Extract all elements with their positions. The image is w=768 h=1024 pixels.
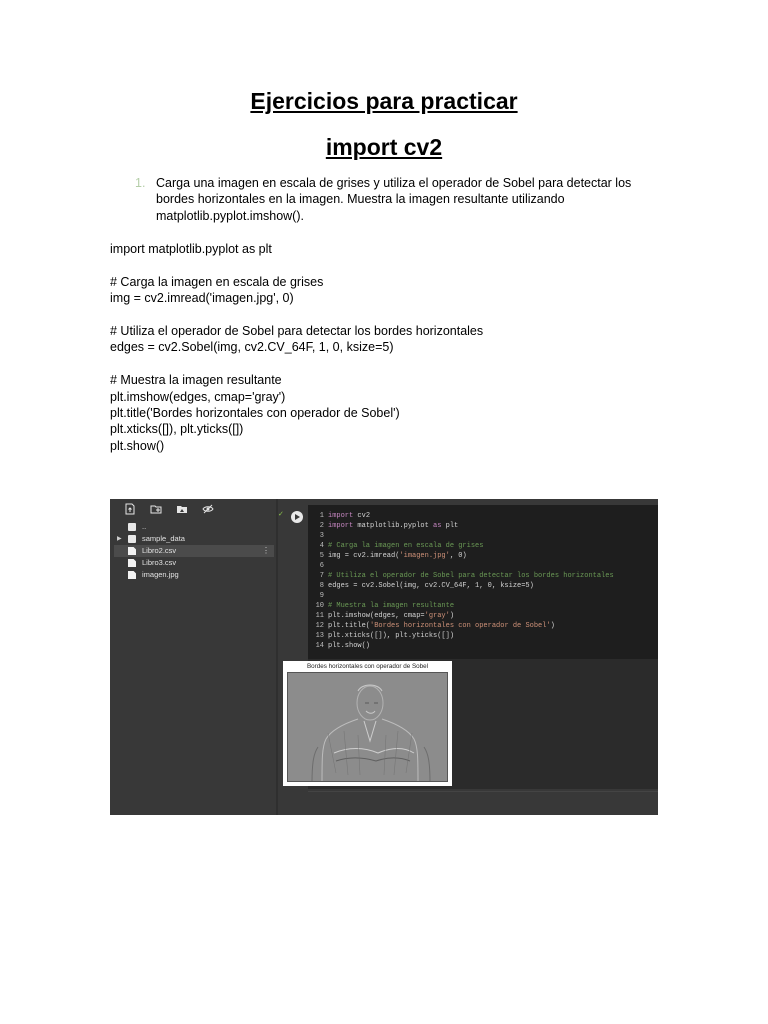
cell-code-line: 10 # Muestra la imagen resultante bbox=[315, 602, 455, 610]
code-line: # Carga la imagen en escala de grises bbox=[110, 274, 324, 289]
code-line: img = cv2.imread('imagen.jpg', 0) bbox=[110, 291, 294, 306]
cell-code-line: 5 img = cv2.imread('imagen.jpg', 0) bbox=[319, 552, 467, 560]
figure-title: Bordes horizontales con operador de Sobel bbox=[306, 663, 429, 670]
file-icon bbox=[128, 559, 136, 567]
cell-code-line: 4 # Carga la imagen en escala de grises bbox=[319, 542, 484, 550]
code-line: # Muestra la imagen resultante bbox=[110, 373, 282, 388]
cell-code-line: 2 import matplotlib.pyplot as plt bbox=[319, 522, 459, 530]
sobel-output-image bbox=[287, 672, 448, 782]
code-line: edges = cv2.Sobel(img, cv2.CV_64F, 1, 0, ksize=5) bbox=[110, 340, 394, 355]
mount-drive-icon[interactable] bbox=[176, 503, 188, 515]
file-item[interactable] bbox=[114, 533, 274, 545]
file-name: .. bbox=[142, 522, 147, 531]
code-line: plt.xticks([]), plt.yticks([]) bbox=[110, 422, 244, 437]
file-icon bbox=[128, 547, 136, 555]
file-item[interactable] bbox=[114, 521, 274, 533]
cell-code-line: 9 bbox=[319, 592, 324, 600]
file-name: imagen.jpg bbox=[142, 570, 179, 579]
executed-check-icon: ✓ bbox=[278, 511, 284, 518]
colab-screenshot bbox=[110, 499, 658, 815]
file-item[interactable] bbox=[114, 557, 274, 569]
file-name: sample_data bbox=[142, 534, 185, 543]
folder-icon bbox=[128, 523, 136, 531]
code-line bbox=[110, 356, 483, 372]
code-line: import matplotlib.pyplot as plt bbox=[110, 242, 272, 256]
cell-separator bbox=[308, 791, 658, 792]
hide-files-icon[interactable] bbox=[202, 503, 214, 515]
file-browser-sidebar bbox=[110, 499, 276, 815]
code-line: plt.title('Bordes horizontales con operador de Sobel') bbox=[110, 405, 400, 420]
file-icon bbox=[128, 571, 136, 579]
file-toolbar bbox=[124, 503, 214, 521]
upload-file-icon[interactable] bbox=[124, 503, 136, 515]
document-code-block bbox=[110, 241, 483, 454]
new-folder-icon[interactable] bbox=[150, 503, 162, 515]
file-item[interactable] bbox=[114, 569, 274, 581]
code-cell[interactable] bbox=[308, 505, 658, 660]
exercise-number: 1. bbox=[135, 176, 146, 190]
file-name: Libro2.csv bbox=[142, 546, 177, 555]
document-subtitle: import cv2 bbox=[325, 134, 443, 160]
cell-code-line: 13 plt.xticks([]), plt.yticks([]) bbox=[315, 632, 455, 640]
cell-code-line: 14 plt.show() bbox=[315, 642, 371, 650]
exercise-text: Carga una imagen en escala de grises y utiliza el operador de Sobel para detectar los bordes horizontales en la imagen. Muestra la imagen resultante utilizando matplotlib.pyplot.imshow(). bbox=[156, 176, 632, 223]
file-name: Libro3.csv bbox=[142, 558, 177, 567]
cell-code[interactable] bbox=[314, 511, 614, 651]
code-line bbox=[110, 257, 483, 273]
output-figure bbox=[283, 661, 452, 786]
more-options-icon[interactable]: ⋮ bbox=[262, 546, 270, 555]
document-title: Ejercicios para practicar bbox=[250, 88, 518, 114]
code-line: plt.show() bbox=[110, 438, 165, 453]
code-line: # Utiliza el operador de Sobel para detectar los bordes horizontales bbox=[110, 323, 484, 338]
run-cell-button[interactable] bbox=[291, 511, 303, 523]
cell-code-line: 8 edges = cv2.Sobel(img, cv2.CV_64F, 1, 0, ksize=5) bbox=[319, 582, 534, 590]
cell-code-line: 3 bbox=[319, 532, 324, 540]
code-line bbox=[110, 307, 483, 323]
file-item[interactable] bbox=[114, 545, 274, 557]
file-list bbox=[114, 521, 274, 581]
cell-code-line: 6 bbox=[319, 562, 324, 570]
cell-code-line: 7 # Utiliza el operador de Sobel para detectar los bordes horizontales bbox=[319, 572, 614, 580]
cell-code-line: 12 plt.title('Bordes horizontales con operador de Sobel') bbox=[315, 622, 555, 630]
expand-arrow-icon[interactable]: ▶ bbox=[117, 536, 122, 542]
code-line: plt.imshow(edges, cmap='gray') bbox=[110, 389, 286, 404]
folder-icon bbox=[128, 535, 136, 543]
cell-code-line: 1 import cv2 bbox=[319, 512, 371, 520]
cell-code-line: 11 plt.imshow(edges, cmap='gray') bbox=[315, 612, 455, 620]
